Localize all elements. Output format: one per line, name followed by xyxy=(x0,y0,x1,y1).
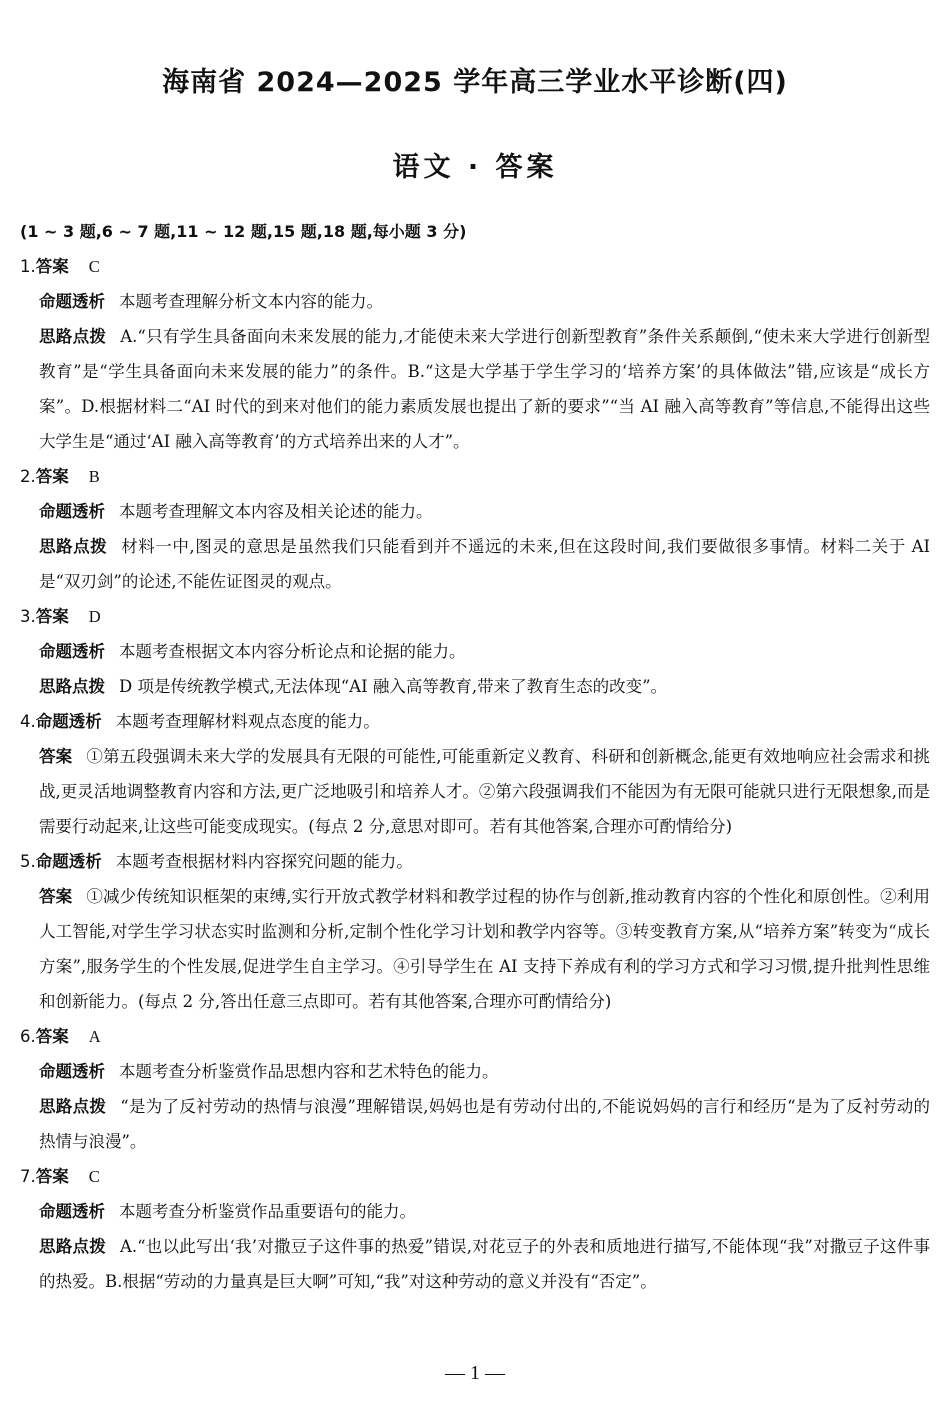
q1-number: 1. xyxy=(20,257,36,276)
q1-analysis-line xyxy=(20,284,930,319)
q3-analysis-label: 命题透析 xyxy=(39,642,105,661)
q4-analysis-line xyxy=(20,704,930,739)
q7-analysis-text: 本题考查分析鉴赏作品重要语句的能力。 xyxy=(119,1202,416,1221)
q5-answer-label: 答案 xyxy=(39,887,73,906)
question-7 xyxy=(20,1159,930,1299)
q2-hint-label: 思路点拨 xyxy=(39,537,108,556)
q3-number: 3. xyxy=(20,607,36,626)
q6-answer-line xyxy=(20,1019,930,1054)
q6-number: 6. xyxy=(20,1027,36,1046)
q2-hint-text: 材料一中,图灵的意思是虽然我们只能看到并不遥远的未来,但在这段时间,我们要做很多事情。材料二关于 AI 是“双刃剑”的论述,不能佐证图灵的观点。 xyxy=(39,537,930,591)
q4-answer-paragraph xyxy=(20,739,930,844)
q5-analysis-label: 命题透析 xyxy=(35,852,102,871)
q4-analysis-text: 本题考查理解材料观点态度的能力。 xyxy=(115,712,380,731)
q5-number: 5. xyxy=(20,852,36,871)
q3-answer-value: D xyxy=(88,607,101,626)
question-3 xyxy=(20,599,930,704)
question-6 xyxy=(20,1019,930,1159)
q1-answer-line xyxy=(20,249,930,284)
q1-analysis-text: 本题考查理解分析文本内容的能力。 xyxy=(119,292,383,311)
question-4 xyxy=(20,704,930,844)
document-subtitle: 语文 · 答案 xyxy=(392,152,558,183)
q2-answer-value: B xyxy=(88,467,100,486)
q6-analysis-text: 本题考查分析鉴赏作品思想内容和艺术特色的能力。 xyxy=(119,1062,499,1081)
q1-analysis-label: 命题透析 xyxy=(39,292,105,311)
q2-answer-line xyxy=(20,459,930,494)
q5-answer-paragraph xyxy=(20,879,930,1019)
q2-hint-paragraph xyxy=(20,529,930,599)
q3-hint-text: D 项是传统教学模式,无法体现“AI 融入高等教育,带来了教育生态的改变”。 xyxy=(119,677,668,696)
q7-hint-label: 思路点拨 xyxy=(39,1237,106,1256)
q5-analysis-line xyxy=(20,844,930,879)
q3-answer-line xyxy=(20,599,930,634)
q3-answer-label: 答案 xyxy=(35,607,69,626)
q4-number: 4. xyxy=(20,712,36,731)
q2-analysis-line xyxy=(20,494,930,529)
q1-hint-text: A.“只有学生具备面向未来发展的能力,才能使未来大学进行创新型教育”条件关系颠倒,“使未来大学进行创新型教育”是“学生具备面向未来发展的能力”的条件。B.“这是大学基于学生学习的‘培养方案’的具体做法”错,应该是“成长方案”。D.根据材料二“AI 时代的到来对他们的能力素质发展也提出了新的要求”“当 AI 融入高等教育”等信息,不能得出这些大学生是“通过‘AI 融入高等教育’的方式培养出来的人才”。 xyxy=(39,327,930,451)
q7-hint-paragraph xyxy=(20,1229,930,1299)
q7-number: 7. xyxy=(20,1167,36,1186)
q7-hint-text: A.“也以此写出‘我’对撒豆子这件事的热爱”错误,对花豆子的外表和质地进行描写,不能体现“我”对撒豆子这件事的热爱。B.根据“劳动的力量真是巨大啊”可知,“我”对这种劳动的意义并没有“否定”。 xyxy=(39,1237,931,1291)
q7-analysis-label: 命题透析 xyxy=(39,1202,105,1221)
q6-hint-label: 思路点拨 xyxy=(39,1097,107,1116)
q5-analysis-text: 本题考查根据材料内容探究问题的能力。 xyxy=(115,852,413,871)
q1-hint-label: 思路点拨 xyxy=(39,327,107,346)
q6-analysis-label: 命题透析 xyxy=(39,1062,105,1081)
q6-answer-value: A xyxy=(88,1027,101,1046)
question-2 xyxy=(20,459,930,599)
q7-answer-value: C xyxy=(88,1167,100,1186)
q4-answer-label: 答案 xyxy=(39,747,73,766)
scoring-note: (1 ~ 3 题,6 ~ 7 题,11 ~ 12 题,15 题,18 题,每小题 3 分) xyxy=(20,222,467,241)
q2-analysis-text: 本题考查理解文本内容及相关论述的能力。 xyxy=(119,502,433,521)
q7-answer-line xyxy=(20,1159,930,1194)
q1-hint-paragraph xyxy=(20,319,930,459)
document-title: 海南省 2024—2025 学年高三学业水平诊断(四) xyxy=(162,67,788,98)
q6-hint-text: “是为了反衬劳动的热情与浪漫”理解错误,妈妈也是有劳动付出的,不能说妈妈的言行和经历“是为了反衬劳动的热情与浪漫”。 xyxy=(39,1097,931,1151)
q2-number: 2. xyxy=(20,467,36,486)
q6-answer-label: 答案 xyxy=(35,1027,69,1046)
q1-answer-value: C xyxy=(88,257,100,276)
q2-answer-label: 答案 xyxy=(35,467,69,486)
question-1 xyxy=(20,249,930,459)
question-5 xyxy=(20,844,930,1019)
q6-analysis-line xyxy=(20,1054,930,1089)
q3-analysis-text: 本题考查根据文本内容分析论点和论据的能力。 xyxy=(119,642,466,661)
q3-hint-label: 思路点拨 xyxy=(39,677,105,696)
q3-hint-paragraph xyxy=(20,669,930,704)
q5-answer-text: ①减少传统知识框架的束缚,实行开放式教学材料和教学过程的协作与创新,推动教育内容的个性化和原创性。②利用人工智能,对学生学习状态实时监测和分析,定制个性化学习计划和教学内容等。③转变教育方案,从“培养方案”转变为“成长方案”,服务学生的个性发展,促进学生自主学习。④引导学生在 AI 支持下养成有利的学习方式和学习习惯,提升批判性思维和创新能力。(每点 2 分,答出任意三点即可。若有其他答案,合理亦可酌情给分) xyxy=(39,887,930,1011)
q4-analysis-label: 命题透析 xyxy=(35,712,102,731)
page-number: — 1 — xyxy=(445,1362,505,1384)
q6-hint-paragraph xyxy=(20,1089,930,1159)
q7-analysis-line xyxy=(20,1194,930,1229)
q7-answer-label: 答案 xyxy=(35,1167,69,1186)
q2-analysis-label: 命题透析 xyxy=(39,502,105,521)
q4-answer-text: ①第五段强调未来大学的发展具有无限的可能性,可能重新定义教育、科研和创新概念,能更有效地响应社会需求和挑战,更灵活地调整教育内容和方法,更广泛地吸引和培养人才。②第六段强调我们不能因为有无限可能就只进行无限想象,而是需要行动起来,让这些可能变成现实。(每点 2 分,意思对即可。若有其他答案,合理亦可酌情给分) xyxy=(39,747,930,836)
q3-analysis-line xyxy=(20,634,930,669)
q1-answer-label: 答案 xyxy=(35,257,69,276)
